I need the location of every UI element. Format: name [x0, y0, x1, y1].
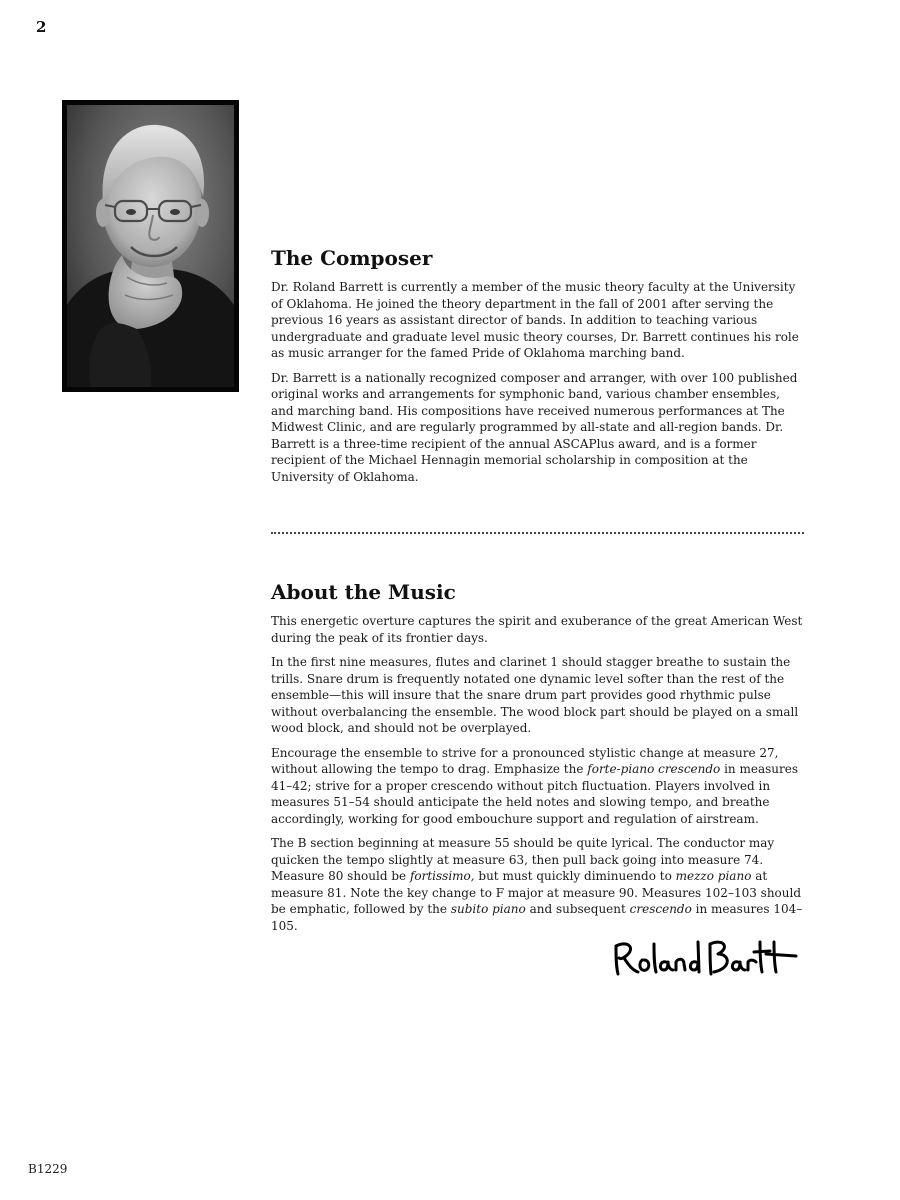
music-paragraph-3	[271, 745, 804, 828]
music-section	[271, 578, 804, 942]
music-p4-text-e: at measure 81. Note the key change to F major at measure 90. Measures 102–103 should be emphatic, followed by the	[271, 869, 802, 916]
signature-image	[610, 934, 800, 984]
document-code: B1229	[28, 1162, 68, 1176]
music-p4-term-fortissimo: fortissimo,	[409, 869, 475, 883]
music-p3-text-c: in measures 41–42; strive for a proper crescendo without pitch fluctuation. Players involved in measures 51–54 should anticipate the held notes and slowing tempo, and breathe accordingly, working for good embouchure support and regulation of airstream.	[271, 762, 798, 826]
portrait-image	[67, 105, 234, 387]
music-paragraph-1: This energetic overture captures the spirit and exuberance of the great American West during the peak of its frontier days.	[271, 614, 803, 645]
composer-signature	[610, 934, 800, 984]
music-paragraph-2: In the first nine measures, flutes and clarinet 1 should stagger breathe to sustain the trills. Snare drum is frequently notated one dynamic level softer than the rest of the ensemble—this will insure that the snare drum part provides good rhythmic pulse without overbalancing the ensemble. The wood block part should be played on a small wood block, and should not be overplayed.	[271, 655, 799, 735]
music-heading: About the Music	[271, 580, 456, 604]
page-number: 2	[36, 18, 47, 36]
music-paragraph-4	[271, 835, 804, 934]
composer-photo	[62, 100, 239, 392]
music-p4-text-c: but must quickly diminuendo to	[474, 869, 676, 883]
music-p3-term-forte-piano: forte-piano crescendo	[587, 762, 721, 776]
music-p4-text-a: The B section beginning at measure 55 should be quite lyrical. The conductor may quicken the tempo slightly at measure 63, then pull back going into measure 74. Measure 80 should be	[271, 836, 775, 883]
section-divider	[271, 532, 804, 534]
music-p4-text-i: in measures 104–105.	[271, 902, 803, 933]
composer-paragraph-2: Dr. Barrett is a nationally recognized composer and arranger, with over 100 published original works and arrangements for symphonic band, various chamber ensembles, and marching band. His compositions have received numerous performances at The Midwest Clinic, and are regularly programmed by all-state and all-region bands. Dr. Barrett is a three-time recipient of the annual ASCAPlus award, and is a former recipient of the Michael Hennagin memorial scholarship in composition at the University of Oklahoma.	[271, 370, 798, 484]
music-p4-term-mezzo-piano: mezzo piano	[675, 869, 752, 883]
composer-section	[271, 244, 804, 493]
music-p4-term-crescendo: crescendo	[629, 902, 692, 916]
composer-paragraph-1: Dr. Roland Barrett is currently a member of the music theory faculty at the University of Oklahoma. He joined the theory department in the fall of 2001 after serving the previous 16 years as assistant director of bands. In addition to teaching various undergraduate and graduate level music theory courses, Dr. Barrett continues his role as music arranger for the famed Pride of Oklahoma marching band.	[271, 280, 799, 360]
composer-heading: The Composer	[271, 246, 433, 270]
music-p4-text-g: and subsequent	[525, 902, 630, 916]
music-p3-text-a: Encourage the ensemble to strive for a pronounced stylistic change at measure 27, without allowing the tempo to drag. Emphasize the	[271, 745, 779, 776]
music-p4-term-subito-piano: subito piano	[450, 902, 526, 916]
